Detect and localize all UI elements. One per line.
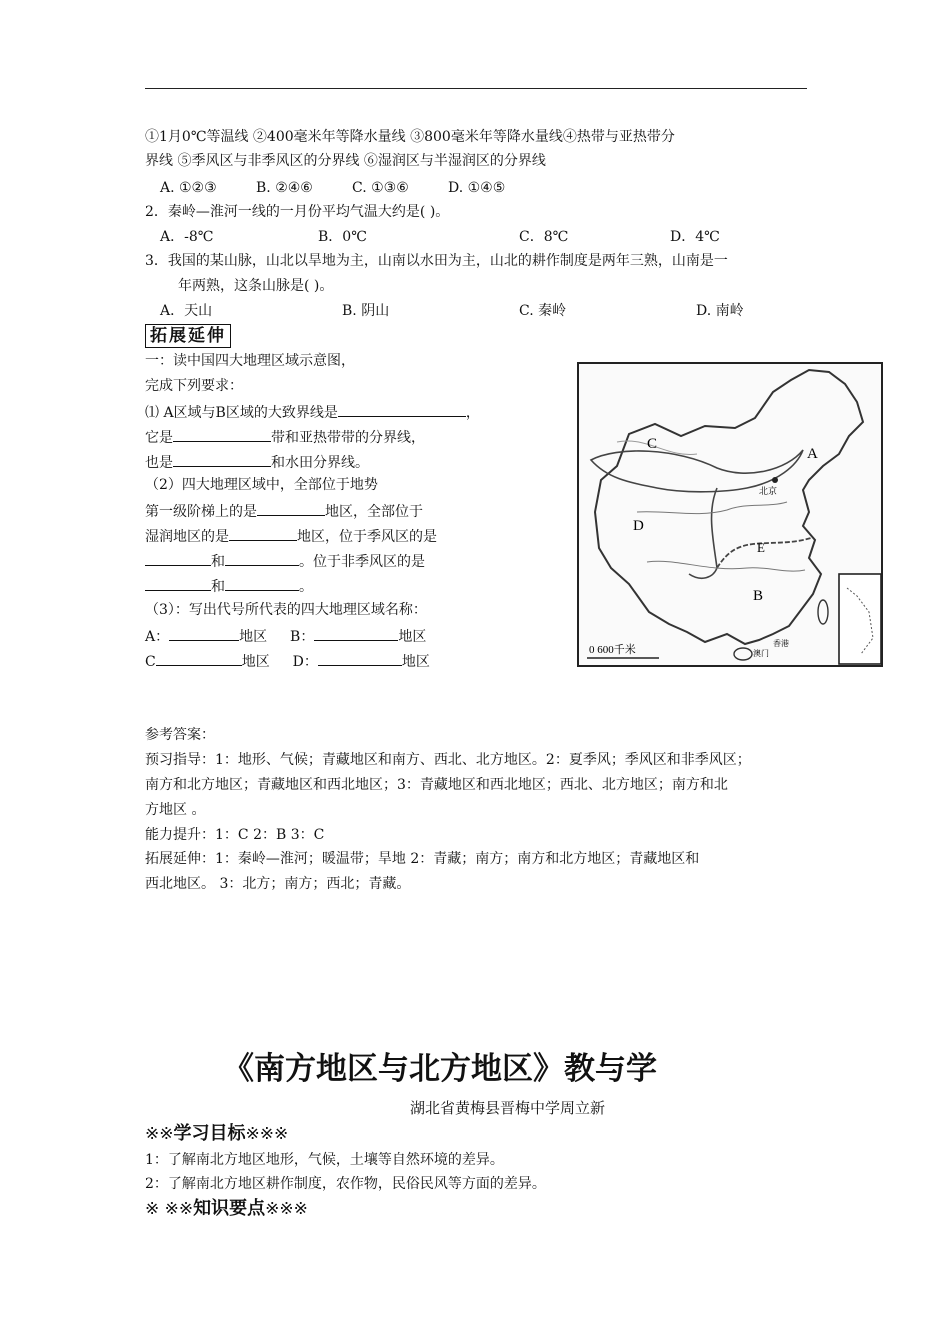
lesson-author: 湖北省黄梅县晋梅中学周立新 — [410, 1099, 606, 1117]
fill-blank[interactable] — [145, 551, 211, 566]
ext-line — [145, 402, 480, 422]
answers-line: 西北地区。 3：北方；南方；西北；青藏。 — [145, 876, 411, 892]
fill-blank[interactable] — [145, 576, 211, 591]
question-3-stem: 3．我国的某山脉，山北以旱地为主，山南以水田为主，山北的耕作制度是两年三熟，山南是一 — [145, 253, 728, 269]
south-sea-inset — [839, 574, 881, 664]
ext-line: （3）：写出代号所代表的四大地理区域名称： — [145, 602, 427, 618]
region-label-a: A — [807, 446, 818, 462]
ext-line — [145, 651, 430, 671]
ext-line — [145, 526, 437, 546]
question-2-stem: 2．秦岭—淮河一线的一月份平均气温大约是( )。 — [145, 204, 450, 220]
ext-line — [145, 576, 313, 596]
answers-line: 南方和北方地区；青藏地区和西北地区；3：青藏地区和西北地区；西北、北方地区；南方和北 — [145, 777, 728, 793]
answers-line: 方地区 。 — [145, 802, 206, 818]
ext-line: 完成下列要求： — [145, 378, 243, 394]
goal-item: 2：了解南北方地区耕作制度，农作物，民俗民风等方面的差异。 — [145, 1176, 546, 1192]
ext-line — [145, 551, 425, 571]
lesson-title: 《南方地区与北方地区》教与学 — [223, 1051, 657, 1087]
ext-text: 第一级阶梯上的是 — [145, 504, 257, 520]
fill-blank[interactable] — [314, 626, 398, 641]
option-a: A．天山 — [160, 303, 213, 319]
ext-line — [145, 427, 425, 447]
answers-line: 能力提升：1：C 2：B 3：C — [145, 827, 325, 843]
option-b: B. 阴山 — [342, 303, 390, 319]
ext-text: 和 — [211, 554, 225, 570]
fill-blank[interactable] — [173, 427, 271, 442]
fill-blank[interactable] — [338, 402, 466, 417]
ext-text: 湿润地区的是 — [145, 529, 229, 545]
region-label-e: E — [757, 540, 765, 555]
hk-label: 香港 — [773, 639, 789, 648]
goal-item: 1：了解南北方地区地形，气候，土壤等自然环境的差异。 — [145, 1152, 504, 1168]
fill-blank[interactable] — [257, 501, 325, 516]
beijing-dot — [772, 477, 778, 483]
ext-text: 和水田分界线。 — [271, 455, 369, 471]
ext-text: 地区，全部位于 — [325, 504, 423, 520]
ext-text: 也是 — [145, 455, 173, 471]
key-points-heading — [145, 1197, 308, 1221]
map-frame — [578, 363, 882, 666]
scale-label: 0 600千米 — [589, 644, 636, 656]
answers-line: 拓展延伸：1：秦岭—淮河；暖温带；旱地 2：青藏；南方；南方和北方地区；青藏地区和 — [145, 851, 700, 867]
ext-text: ⑴ A区域与B区域的大致界线是 — [145, 405, 338, 421]
ext-text: 它是 — [145, 430, 173, 446]
question-line: 界线 ⑤季风区与非季风区的分界线 ⑥湿润区与半湿润区的分界线 — [145, 153, 546, 169]
kp-marker: ※※※ — [265, 1199, 308, 1219]
option-d: D．4℃ — [670, 229, 720, 245]
option-c: C. 秦岭 — [519, 303, 567, 319]
ext-text: 和 — [211, 579, 225, 595]
option-a: A. ①②③ — [160, 180, 217, 196]
ext-line: （2）四大地理区域中，全部位于地势 — [145, 477, 378, 493]
fill-blank[interactable] — [169, 626, 239, 641]
goals-title: 学习目标 — [173, 1123, 246, 1144]
ext-text: 。 — [299, 579, 313, 595]
fill-blank[interactable] — [173, 452, 271, 467]
option-c: C. ①③⑥ — [352, 180, 409, 196]
answers-heading: 参考答案： — [145, 727, 215, 743]
ext-text: 地区 — [239, 629, 268, 645]
ext-text: B： — [290, 629, 315, 645]
ext-text: 地区，位于季风区的是 — [297, 529, 437, 545]
fill-blank[interactable] — [156, 651, 242, 666]
ext-text: A： — [145, 629, 170, 645]
beijing-label: 北京 — [759, 486, 778, 496]
question-line: ①1月0℃等温线 ②400毫米年等降水量线 ③800毫米年等降水量线④热带与亚热带分 — [145, 129, 675, 145]
option-c: C．8℃ — [519, 229, 569, 245]
fill-blank[interactable] — [225, 551, 299, 566]
ext-text: 。位于非季风区的是 — [299, 554, 425, 570]
ext-text: 带和亚热带带的分界线， — [271, 430, 425, 446]
macau-label: 澳门 — [753, 649, 769, 658]
ext-text: 地区 — [241, 654, 270, 670]
ext-text: 地区 — [401, 654, 430, 670]
question-3-stem: 年两熟，这条山脉是( )。 — [178, 278, 334, 294]
header-rule — [145, 88, 807, 89]
option-a: A．-8℃ — [160, 229, 214, 245]
option-d: D. 南岭 — [696, 303, 744, 319]
option-b: B．0℃ — [318, 229, 367, 245]
ext-text: C — [145, 654, 156, 670]
option-b: B. ②④⑥ — [256, 180, 313, 196]
option-d: D. ①④⑤ — [448, 180, 506, 196]
section-tag-extension: 拓展延伸 — [145, 324, 231, 348]
ext-line — [145, 452, 369, 472]
kp-marker: ※ ※※ — [145, 1199, 194, 1219]
fill-blank[interactable] — [225, 576, 299, 591]
goals-marker: ※※※ — [245, 1124, 289, 1144]
ext-text: 地区 — [398, 629, 427, 645]
ext-text: D： — [292, 654, 318, 670]
kp-title: 知识要点 — [193, 1198, 266, 1219]
fill-blank[interactable] — [318, 651, 402, 666]
ext-text: ， — [465, 405, 480, 421]
region-label-d: D — [633, 518, 644, 534]
ext-line — [145, 501, 423, 521]
ext-line: 一：读中国四大地理区域示意图， — [145, 353, 355, 369]
answers-line: 预习指导：1：地形、气候；青藏地区和南方、西北、北方地区。2：夏季风；季风区和非季风区； — [145, 752, 751, 768]
china-regions-map — [577, 362, 883, 667]
goals-heading — [145, 1122, 288, 1146]
goals-marker: ※※ — [145, 1124, 174, 1144]
ext-line — [145, 626, 426, 646]
region-label-b: B — [753, 588, 764, 604]
fill-blank[interactable] — [229, 526, 297, 541]
region-label-c: C — [647, 436, 658, 452]
